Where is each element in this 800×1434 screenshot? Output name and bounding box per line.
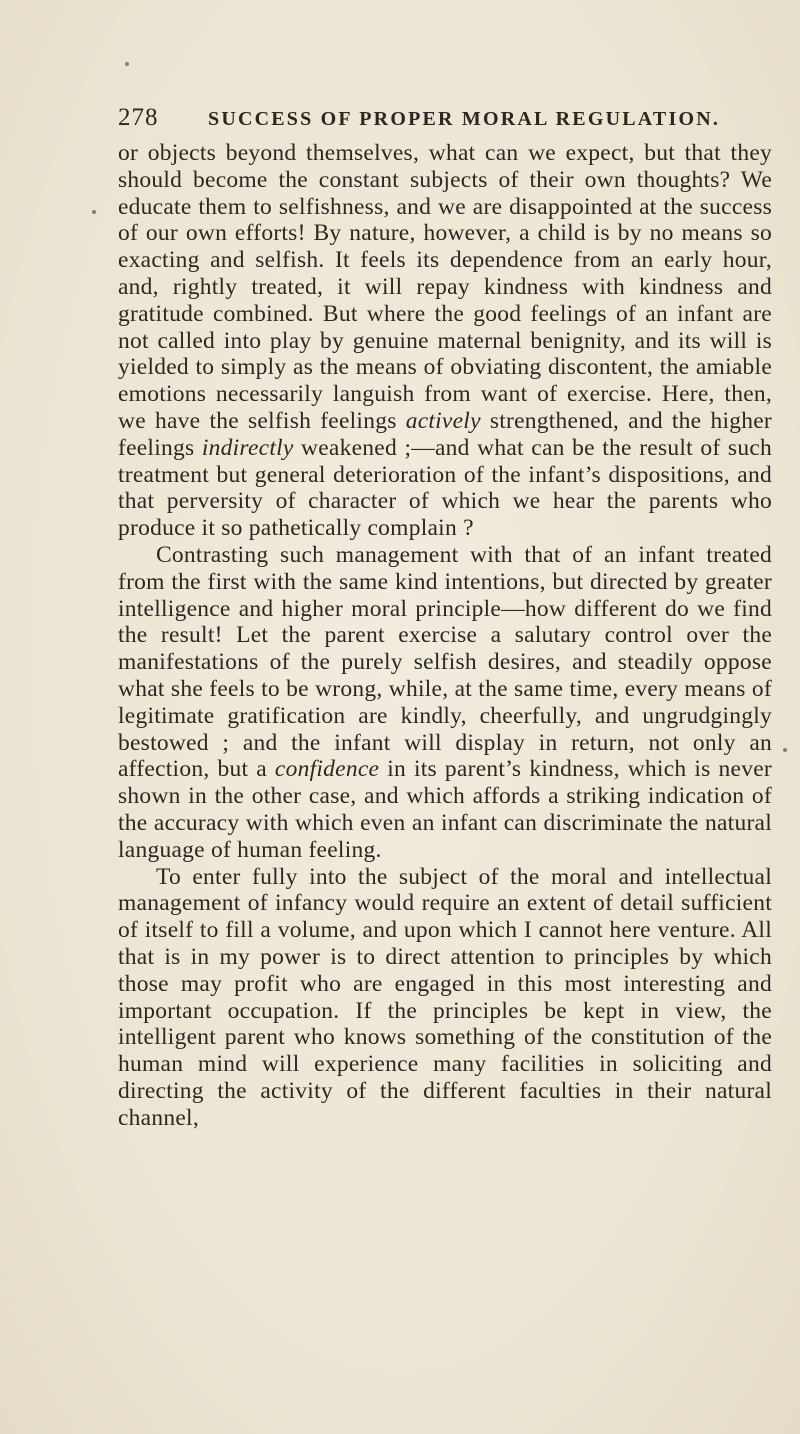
text-run: Contrasting such management with that of an infant treated from the first with the same kind intentions, but directed by greater intelligence and higher moral principle—how different do we find the result! Let the parent exercise a salutary control over the manifestations of the purely selfish desires, and steadily oppose what she feels to be wrong, while, at the same time, every means of legitimate gratification are kindly, cheerfully, and ungrudgingly bestowed ; and the infant will display in return, not only an affection, but a: [118, 541, 772, 783]
italic-text: actively: [405, 407, 481, 434]
paragraph: [118, 864, 772, 1132]
body-text: [118, 140, 772, 1131]
italic-text: indirectly: [201, 434, 294, 461]
text-run: strengthened, and the higher feelings: [118, 407, 772, 461]
running-title: SUCCESS OF PROPER MORAL REGULATION.: [208, 108, 721, 130]
ink-speck: [125, 62, 129, 66]
text-run: or objects beyond themselves, what can we expect, but that they should become the constant subjects of their own thoughts? We educate them to selfishness, and we are disappointed at the success of our own efforts! By nature, however, a child is by no means so exacting and selfish. It feels its dependence from an early hour, and, rightly treated, it will repay kindness with kindness and gratitude combined. But where the good feelings of an infant are not called into play by genuine maternal benignity, and its will is yielded to simply as the means of obviating discontent, the amiable emotions necessarily languish from want of exercise. Here, then, we have the selfish feelings: [118, 140, 772, 434]
text-run: To enter fully into the subject of the moral and intellectual management of infancy would require an extent of detail sufficient of itself to fill a volume, and upon which I cannot here venture. All that is in my power is to direct attention to principles by which those may profit who are engaged in this most interesting and important occupation. If the principles be kept in view, the intelligent parent who knows something of the constitution of the human mind will experience many facilities in soliciting and directing the activity of the different faculties in their natural channel,: [118, 863, 772, 1131]
paragraph: [118, 140, 772, 542]
page-number: 278: [118, 104, 159, 131]
ink-speck: [92, 210, 96, 214]
text-run: weakened ;—and what can be the result of such treatment but general deterioration of the infant’s dispositions, and that perversity of character of which we hear the parents who produce it so pathetically complain ?: [118, 434, 773, 542]
page-header: [118, 104, 748, 132]
text-run: in its parent’s kindness, which is never shown in the other case, and which affords a striking indication of the accuracy with which even an infant can discriminate the natural language of human feeling.: [118, 756, 772, 863]
ink-speck: [783, 748, 787, 752]
italic-text: confidence: [274, 756, 380, 783]
paragraph: [118, 542, 772, 864]
